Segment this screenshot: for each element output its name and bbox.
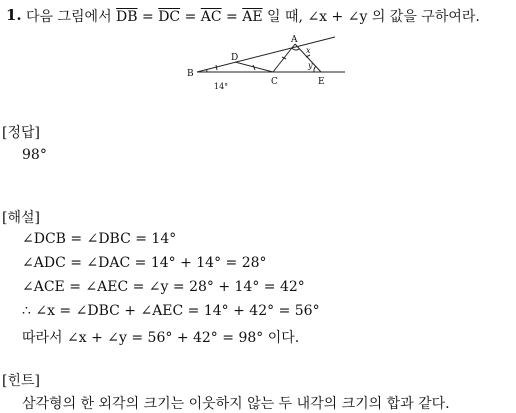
label-angle-14: 14° (214, 82, 228, 91)
angle-y-expr: ∠y (348, 9, 368, 25)
line-b-to-a (197, 37, 335, 72)
geometry-figure (185, 32, 355, 94)
equals-1: = (138, 9, 159, 25)
label-b: B (187, 69, 194, 79)
hint-text: 삼각형의 한 외각의 크기는 이웃하지 않는 두 내각의 크기의 합과 같다. (22, 393, 450, 413)
explanation-line: 따라서 ∠x + ∠y = 56° + 42° = 98° 이다. (22, 327, 299, 347)
angle-arc-x (292, 48, 299, 50)
label-x: x (306, 46, 311, 55)
question-text-mid: 일 때, (263, 9, 308, 25)
answer-value: 98° (22, 147, 47, 163)
tick-mark-db (216, 65, 217, 70)
hint-label: [힌트] (2, 370, 40, 390)
segment-dc: $\overline{DC}$ (158, 9, 180, 25)
question-text-after: 의 값을 구하여라. (367, 9, 479, 25)
label-d: D (231, 53, 238, 63)
label-y: y (307, 61, 313, 70)
explanation-line: ∴ ∠x = ∠DBC + ∠AEC = 14° + 42° = 56° (22, 303, 320, 319)
question-text (26, 6, 480, 26)
segment-ac: $\overline{AC}$ (201, 9, 222, 25)
segment-ae: $\overline{AE}$ (242, 9, 262, 25)
equals-2: = (180, 9, 201, 25)
question-text-before: 다음 그림에서 (26, 9, 116, 25)
plus-sign: + (327, 9, 348, 25)
angle-x-expr: ∠x (307, 9, 327, 25)
label-e: E (318, 77, 325, 87)
segment-db: $\overline{DB}$ (116, 9, 138, 25)
label-a: A (290, 35, 298, 45)
angle-arc-y (314, 66, 316, 72)
explanation-line: ∠DCB = ∠DBC = 14° (22, 231, 176, 247)
explanation-line: ∠ADC = ∠DAC = 14° + 14° = 28° (22, 255, 267, 271)
explanation-line: ∠ACE = ∠AEC = ∠y = 28° + 14° = 42° (22, 279, 305, 295)
label-c: C (271, 77, 278, 87)
question-number: 1. (6, 6, 22, 24)
answer-label: [정답] (2, 122, 40, 142)
explanation-label: [해설] (2, 207, 40, 227)
equals-3: = (222, 9, 243, 25)
